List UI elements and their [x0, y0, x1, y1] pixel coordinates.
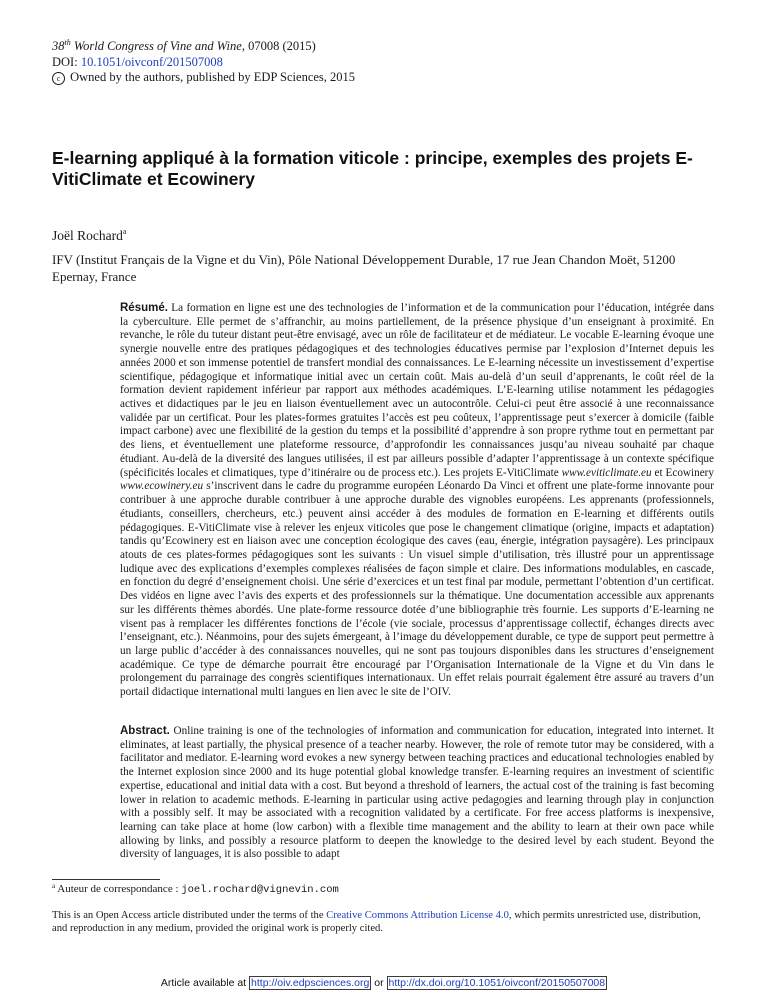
license-text-2: , which permits unrestricted use, distribution, and reproduction in any medium, provided the original work is properly cited. — [52, 910, 701, 934]
author-name: Joël Rochard — [52, 228, 123, 243]
footnote-mark: a — [52, 882, 56, 890]
resume-abstract — [120, 302, 714, 700]
availability-line — [0, 977, 768, 989]
journal-site-link[interactable]: http://oiv.edpsciences.org — [251, 977, 370, 989]
congress-suffix: th — [64, 38, 71, 47]
copyright-line — [52, 70, 712, 86]
ecowinery-url: www.ecowinery.eu — [120, 480, 204, 493]
doi-line — [52, 55, 712, 71]
license-link[interactable]: Creative Commons Attribution License 4.0 — [326, 910, 509, 921]
resume-text-1: La formation en ligne est une des technologies de l’information et de la communication pour l’éducation, intégrée dans la cyberculture. Elle permet de s’affranchir, au moins partiellement, de la présence physique d’un enseignant à proximité. En revanche, le rôle du tuteur distant peut-être envisagé, avec un rôle de facilitateur et de médiateur. Le vocable E-learning évoque une synergie nouvelle entre des pratiques pédagogiques et des technologies éducatives permise par l’explosion d’Internet depuis les années 2000 et son immense potentiel de transfert mondial des connaissances. Le E-learning nécessite un investissement d’expertise scientifique, pédagogique et informatique initial avec un certain coût. Mais au-delà d’un seuil d’apprenants, le coût réel de la formation devient rapidement inférieur par rapport aux méthodes académiques. L’E-learning utilise notamment les pédagogies actives et didactiques par le jeu en liaison éventuellement avec un autocontrôle. Celui-ci peut être associé à une reconnaissance validée par un certificat. Pour les plates-formes gratuites l’accès est peu coûteux, l’apprentissage peut s’exercer à domicile (faible impact carbone) avec une flexibilité de la gestion du temps et la possibilité d’apprendre à son propre rythme tout en permettant par des liens, et éventuellement une plateforme ressource, d’approfondir les connaissances jusqu’au niveau souhaité par chaque étudiant. Au-delà de la diversité des langues utilisées, il est par ailleurs possible d’adapter l’apprentissage à un contexte spécifique (spécificités locales et climatiques, type d’itinéraire ou de process etc.). Les projets E-VitiClimate — [120, 302, 714, 479]
english-abstract — [120, 725, 714, 862]
affiliation: IFV (Institut Français de la Vigne et du Vin), Pôle National Développement Durable, 17 rue Jean Chandon Moët, 51200 Epernay, France — [52, 252, 676, 284]
paper-id: , 07008 (2015) — [241, 39, 316, 53]
congress-name: World Congress of Vine and Wine — [70, 39, 242, 53]
abstract-label: Abstract. — [120, 725, 170, 737]
author-footnote-mark: a — [122, 227, 127, 236]
doi-resolver-link[interactable]: http://dx.doi.org/10.1051/oivconf/20150507008 — [388, 977, 606, 989]
footnote-divider — [52, 879, 160, 880]
availability-prefix: Article available at — [160, 977, 250, 989]
footnote-label: Auteur de correspondance : — [55, 883, 182, 895]
doi-label: DOI: — [52, 54, 81, 69]
doi-link[interactable]: 10.1051/oivconf/201507008 — [80, 54, 223, 69]
eviticlimate-url: www.eviticlimate.eu — [561, 466, 652, 479]
paper-title: E-learning appliqué à la formation viticole : principe, exemples des projets E-VitiClimate et Ecowinery — [52, 148, 693, 189]
footnote-email: joel.rochard@vignevin.com — [181, 884, 339, 896]
copyright-text: Owned by the authors, published by EDP Sciences, 2015 — [70, 70, 356, 84]
author — [52, 228, 126, 244]
congress-number: 38 — [52, 39, 65, 53]
availability-middle: or — [371, 977, 387, 989]
copyright-icon: c — [52, 72, 65, 85]
footnote — [52, 883, 339, 896]
license-notice — [52, 909, 716, 935]
congress-line — [52, 39, 712, 55]
resume-text-3: s’inscrivent dans le cadre du programme européen Léonardo Da Vinci et offrent une plate-forme innovante pour contribuer à une approche durable contribuer à une approche durable des vignobles européens. Les apprenants (professionnels, étudiants, conseillers, chercheurs, etc.) peuvent ainsi accéder à des modules de formation en E-learning et différents outils pédagogiques. E-VitiClimate vise à relever les enjeux viticoles que pose le changement climatique (origine, impacts et adaptation) tandis qu’Ecowinery est en liaison avec une conception écologique des caves (eau, énergie, intégration paysagère). Les principaux atouts de ces plates-formes pédagogiques sont les suivants : Un visuel simple d’utilisation, très illustré pour un apprentissage ludique avec des explications d’exemples complexes réalisées de façon simple et claire. Des informations modulables, en cascade, en fonction du degré d’enseignement choisi. Une série d’exercices et un test final par module, permettant l’obtention d’un certificat. Des vidéos en ligne avec l’avis des experts et des professionnels sur la thématique. Une documentation accessible aux apprenants sur les différents thèmes abordés. Une plate-forme ressource dotée d’une bibliographie très fournie. Les supports d’E-learning ne visent pas à remplacer les différentes fonctions de l’école (vie sociale, processus d’apprentissage collectif, échanges directs avec l’enseignant, etc.). Néanmoins, pour des sujets émergeant, à l’image du développement durable, ce type de support peut permettre à un large public d’accéder à des connaissances nouvelles, qui ne sont pas toujours disponibles dans les structures d’enseignement académique. Ce type de démarche pourrait être encouragé par l’Organisation Internationale de la Vigne et du Vin dans le prolongement du parrainage des congrès scientifiques internationaux. Un effet relais pourrait également être assuré au travers d’un portail didactique international multi langues en lien avec le site de l’OIV. — [120, 480, 714, 699]
resume-text-2: et Ecowinery — [651, 466, 714, 479]
resume-label: Résumé. — [120, 302, 168, 314]
abstract-text: Online training is one of the technologies of information and communication for education, integrated into internet. It eliminates, at least partially, the physical presence of a teacher nearby. However, the role of remote tutor may be considered, with a facilitator and mediator. E-learning word evokes a new synergy between teaching practices and educational technologies enabled by the Internet explosion since 2000 and its huge potential global knowledge transfer. E-learning requires an investment of scientific expertise, educational and initial data with a cost. But beyond a threshold of learners, the actual cost of the training is fast becoming lower in relation to academic methods. E-learning in particular using active pedagogies and learning through play in conjunction with a possibly self. It may be associated with a recognition validated by a certificate. For free access platforms is inexpensive, learning can take place at home (low carbon) with a flexible time management and the ability to learn at their own pace while allowing by links, and possibly a resource platform to deepen the knowledge to the desired level by each student. Beyond the diversity of languages, it is also possible to adapt — [120, 725, 714, 861]
journal-header — [52, 39, 712, 86]
license-text-1: This is an Open Access article distributed under the terms of the — [52, 910, 327, 921]
